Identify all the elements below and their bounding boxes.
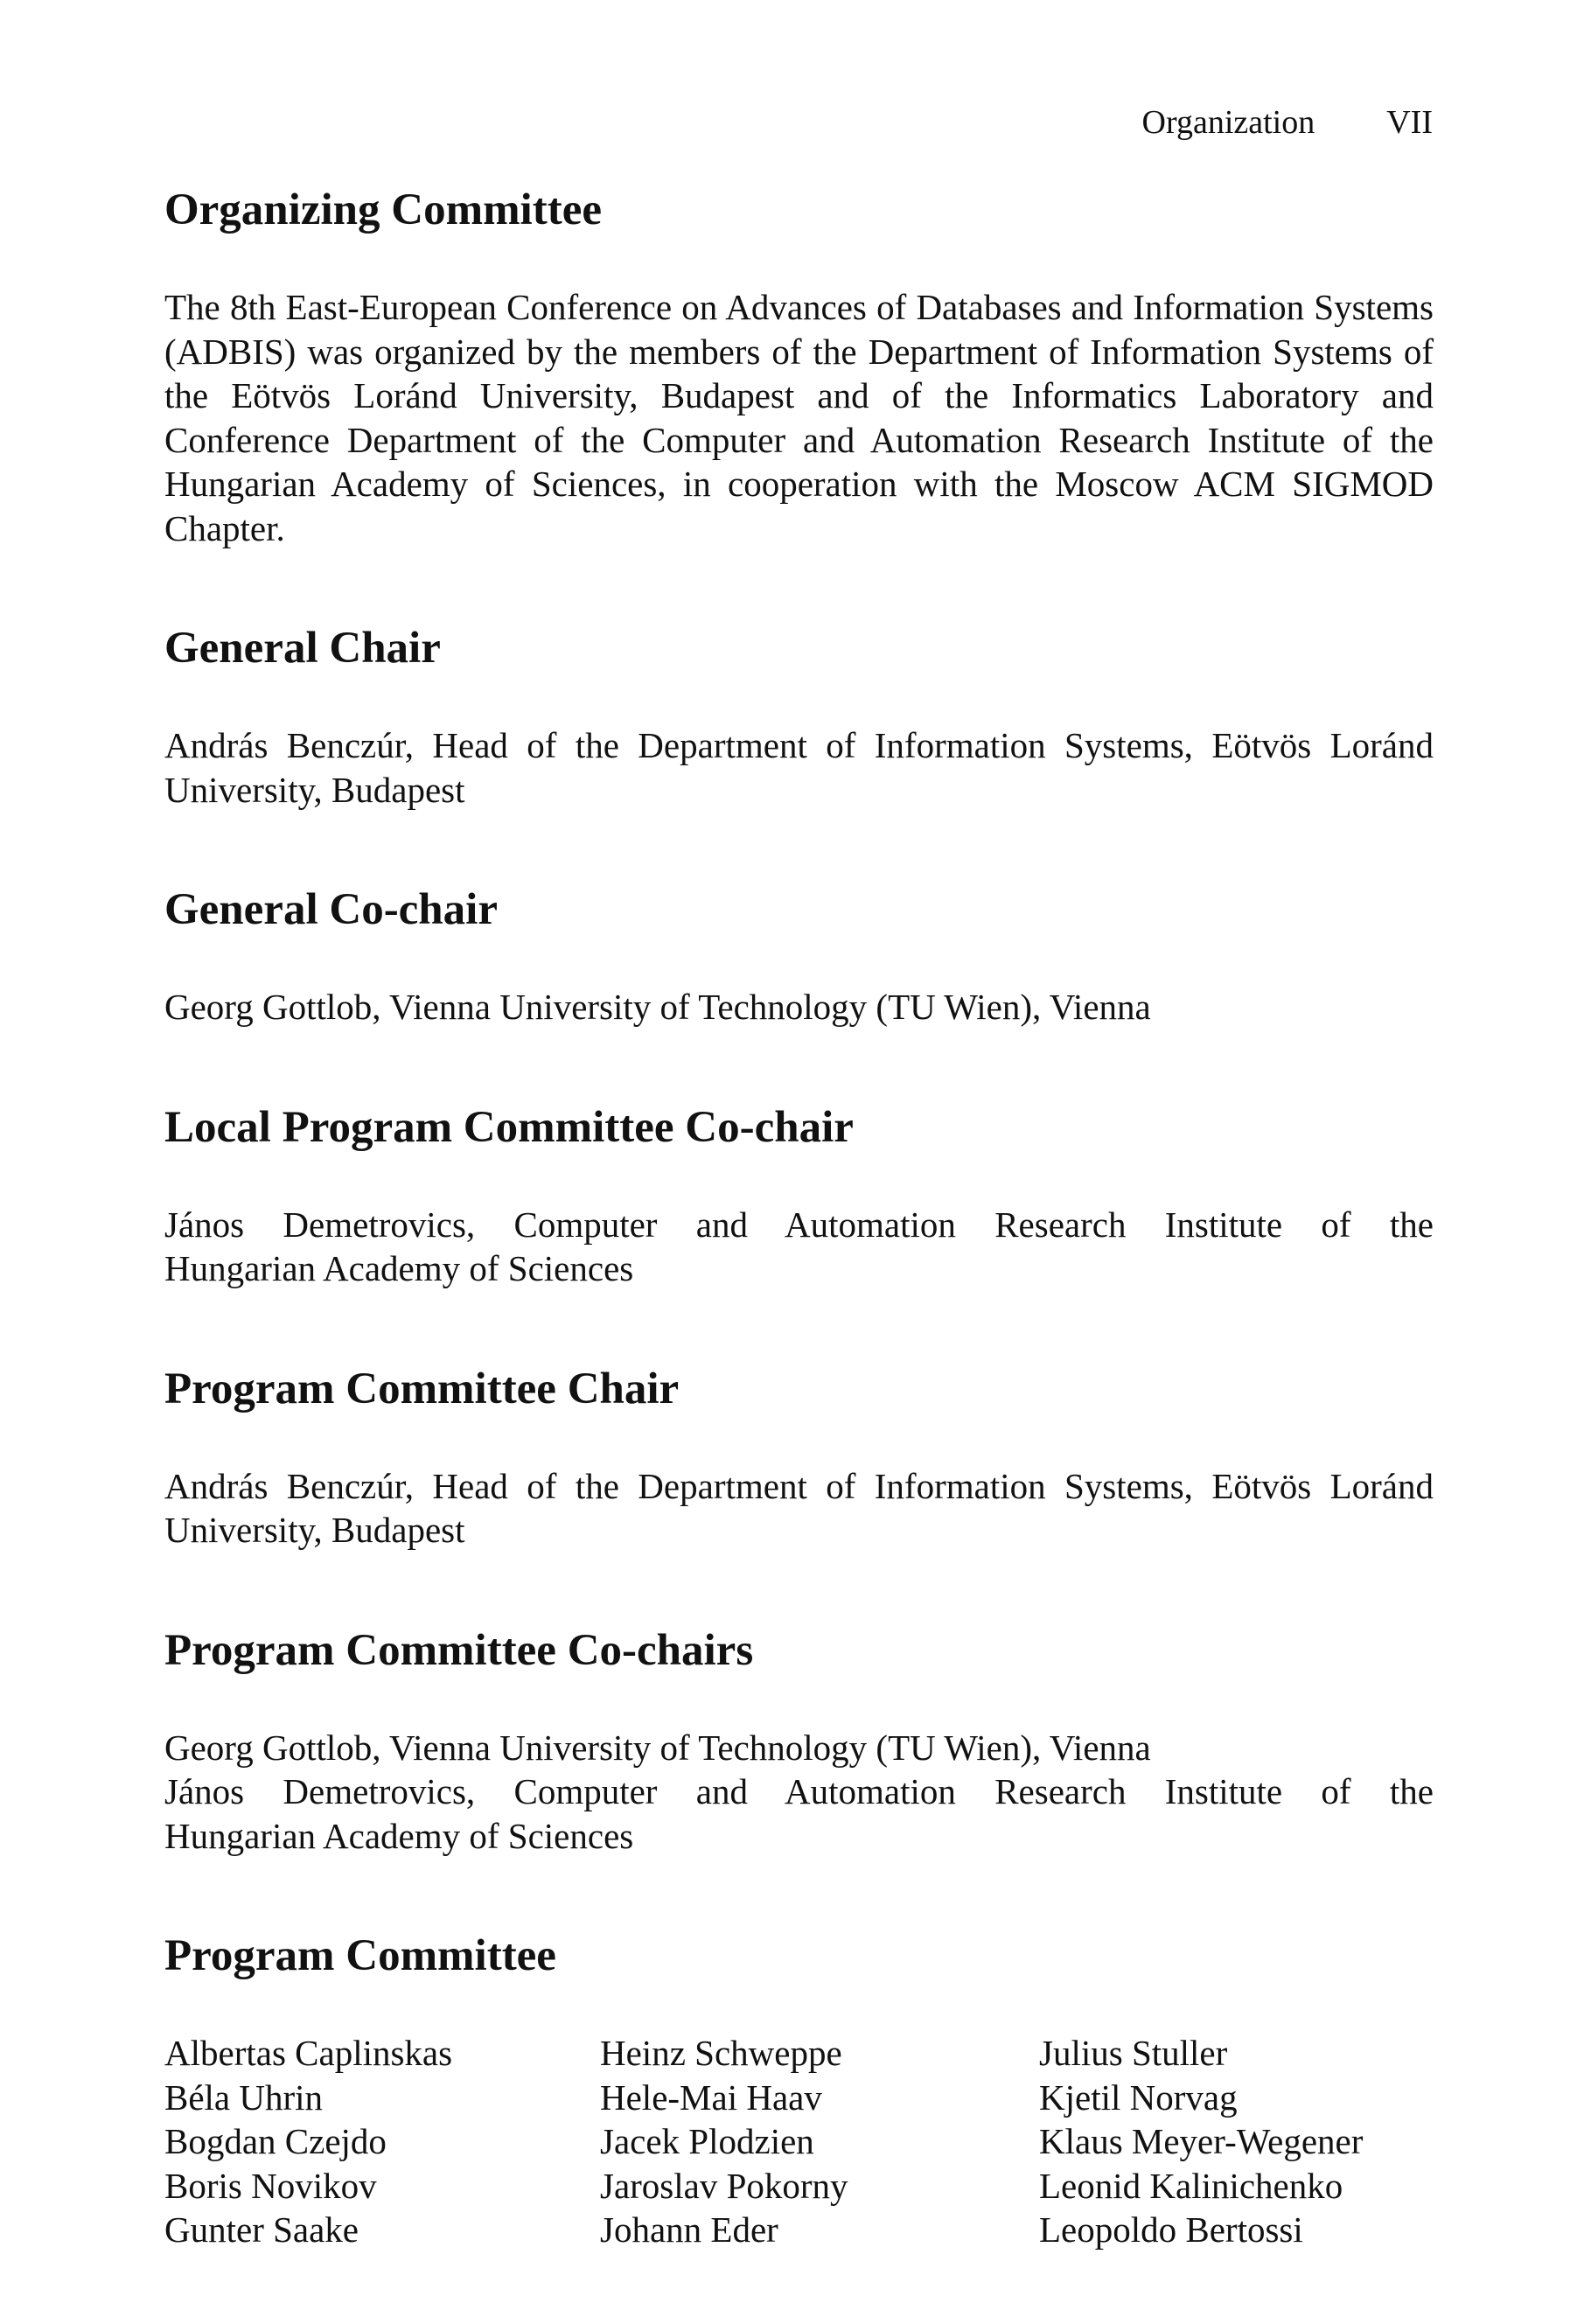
section-local-pc-cochair — [164, 1101, 1434, 1291]
section-paragraph: Georg Gottlob, Vienna University of Technology (TU Wien), Vienna — [164, 987, 1151, 1027]
section-heading: Program Committee Co-chairs — [164, 1625, 754, 1675]
committee-member: Béla Uhrin — [164, 2076, 324, 2118]
section-line: Hungarian Academy of Sciences — [164, 1815, 634, 1856]
section-general-cochair — [164, 883, 1434, 1029]
committee-member: Julius Stuller — [1039, 2033, 1228, 2073]
page-number: VII — [1386, 104, 1433, 141]
section-line: János Demetrovics, Computer and Automation Research Institute of the — [164, 1771, 1434, 1811]
section-heading: Organizing Committee — [164, 185, 602, 234]
committee-member-list — [164, 2031, 1434, 2252]
committee-member: Leonid Kalinichenko — [1039, 2165, 1343, 2206]
section-organizing-committee — [164, 184, 1434, 550]
section-line: Georg Gottlob, Vienna University of Technology (TU Wien), Vienna — [164, 1727, 1151, 1768]
section-heading: Program Committee — [164, 1931, 556, 1980]
committee-member: Albertas Caplinskas — [164, 2033, 453, 2073]
section-pc-chair — [164, 1363, 1434, 1553]
committee-member: Hele-Mai Haav — [600, 2076, 822, 2118]
section-heading: General Co-chair — [164, 885, 498, 934]
committee-member: Leopoldo Bertossi — [1039, 2209, 1303, 2250]
page-body — [164, 184, 1434, 2324]
section-heading: Program Committee Chair — [164, 1364, 680, 1413]
running-head-title: Organization — [1141, 104, 1315, 141]
committee-member: Kjetil Norvag — [1039, 2076, 1238, 2118]
committee-member: Johann Eder — [600, 2209, 778, 2250]
running-head — [1142, 103, 1433, 142]
section-line: János Demetrovics, Computer and Automation Research Institute of the — [164, 1204, 1434, 1245]
committee-member: Heinz Schweppe — [600, 2033, 842, 2073]
committee-member: Bogdan Czejdo — [164, 2121, 387, 2161]
section-paragraph: The 8th East-European Conference on Advances of Databases and Information Systems (ADBIS) was organized by the members of the Department of Information Systems of the Eötvös Loránd University, Budapest and of the Informatics Laboratory and Conference Department of the Computer and Automation Research Institute of the Hungarian Academy of Sciences, in cooperation with the Moscow ACM SIGMOD Chapter. — [164, 287, 1434, 548]
section-program-committee — [164, 1930, 1434, 2252]
section-heading: Local Program Committee Co-chair — [164, 1102, 854, 1152]
committee-member: Jacek Plodzien — [600, 2121, 814, 2161]
committee-column — [164, 2031, 600, 2252]
committee-member: Gunter Saake — [164, 2209, 359, 2250]
section-paragraph: András Benczúr, Head of the Department of Information Systems, Eötvös Loránd University, Budapest — [164, 725, 1434, 810]
committee-column — [600, 2031, 1039, 2252]
section-heading: General Chair — [164, 624, 441, 673]
committee-member: Jaroslav Pokorny — [600, 2165, 848, 2206]
section-general-chair — [164, 622, 1434, 812]
section-paragraph: András Benczúr, Head of the Department of Information Systems, Eötvös Loránd University, Budapest — [164, 1465, 1434, 1550]
section-line: Hungarian Academy of Sciences — [164, 1248, 634, 1288]
section-pc-cochairs — [164, 1624, 1434, 1859]
committee-member: Klaus Meyer-Wegener — [1039, 2121, 1364, 2161]
committee-member: Boris Novikov — [164, 2165, 377, 2206]
committee-column — [1039, 2031, 1434, 2252]
